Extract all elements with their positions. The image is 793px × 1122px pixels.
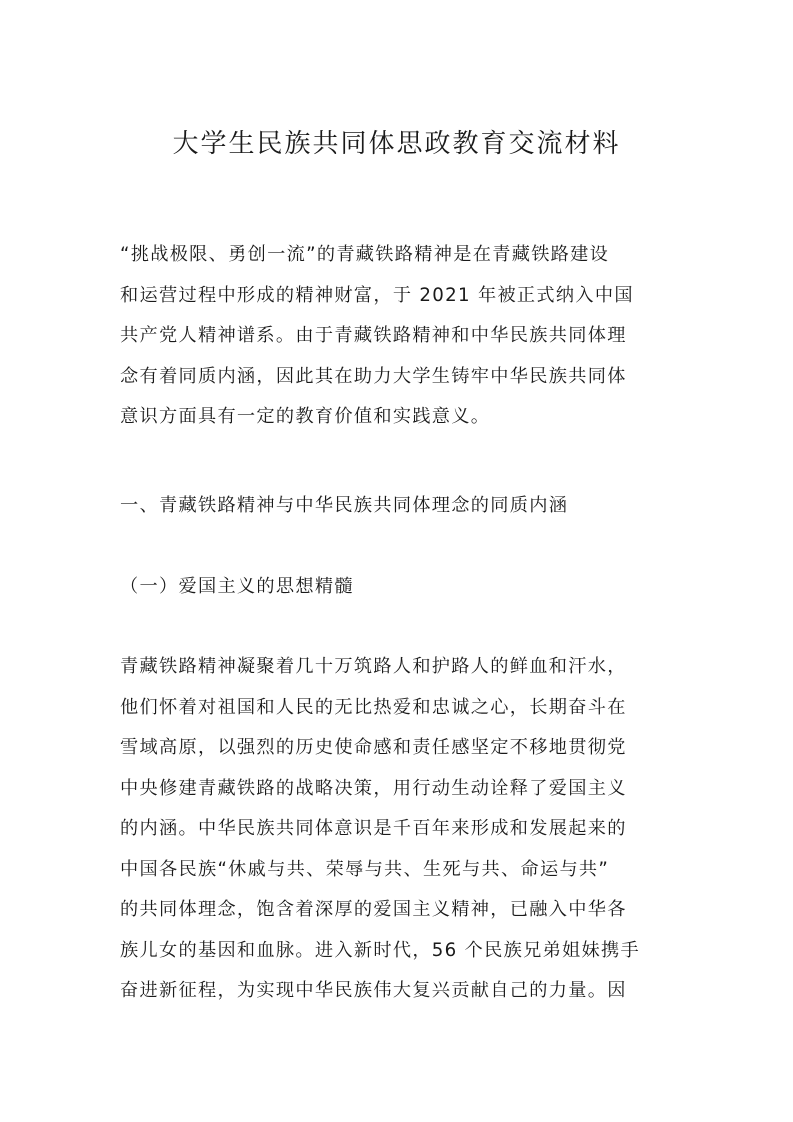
subsection-heading: （一）爱国主义的思想精髓 [120, 576, 354, 597]
section-heading: 一、青藏铁路精神与中华民族共同体理念的同质内涵 [120, 495, 569, 516]
paragraph-line: 念有着同质内涵，因此其在助力大学生铸牢中华民族共同体 [120, 365, 627, 387]
paragraph-line: 的共同体理念，饱含着深厚的爱国主义精神，已融入中华各 [120, 899, 627, 920]
paragraph-line: 中央修建青藏铁路的战略决策，用行动生动诠释了爱国主义 [120, 777, 627, 799]
paragraph-line: 的内涵。中华民族共同体意识是千百年来形成和发展起来的 [120, 818, 627, 839]
paragraph-line: 中国各民族“休戚与共、荣辱与共、生死与共、命运与共” [120, 858, 610, 880]
paragraph-line: 青藏铁路精神凝聚着几十万筑路人和护路人的鲜血和汗水， [120, 656, 627, 677]
paragraph-line: 雪域高原，以强烈的历史使命感和责任感坚定不移地贯彻党 [120, 737, 627, 758]
paragraph-line: 他们怀着对祖国和人民的无比热爱和忠诚之心，长期奋斗在 [120, 696, 627, 718]
paragraph-line: 奋进新征程，为实现中华民族伟大复兴贡献自己的力量。因 [120, 980, 627, 1001]
paragraph-line: 共产党人精神谱系。由于青藏铁路精神和中华民族共同体理 [120, 325, 627, 346]
paragraph-line: 族儿女的基因和血脉。进入新时代，56 个民族兄弟姐妹携手 [120, 939, 641, 961]
section-paragraph [120, 647, 678, 1012]
paragraph-line: “挑战极限、勇创一流”的青藏铁路精神是在青藏铁路建设 [120, 244, 610, 265]
intro-paragraph [120, 235, 678, 438]
document-title: 大学生民族共同体思政教育交流材料 [172, 129, 621, 159]
paragraph-line: 意识方面具有一定的教育价值和实践意义。 [120, 406, 491, 427]
paragraph-line: 和运营过程中形成的精神财富，于 2021 年被正式纳入中国 [120, 284, 634, 306]
